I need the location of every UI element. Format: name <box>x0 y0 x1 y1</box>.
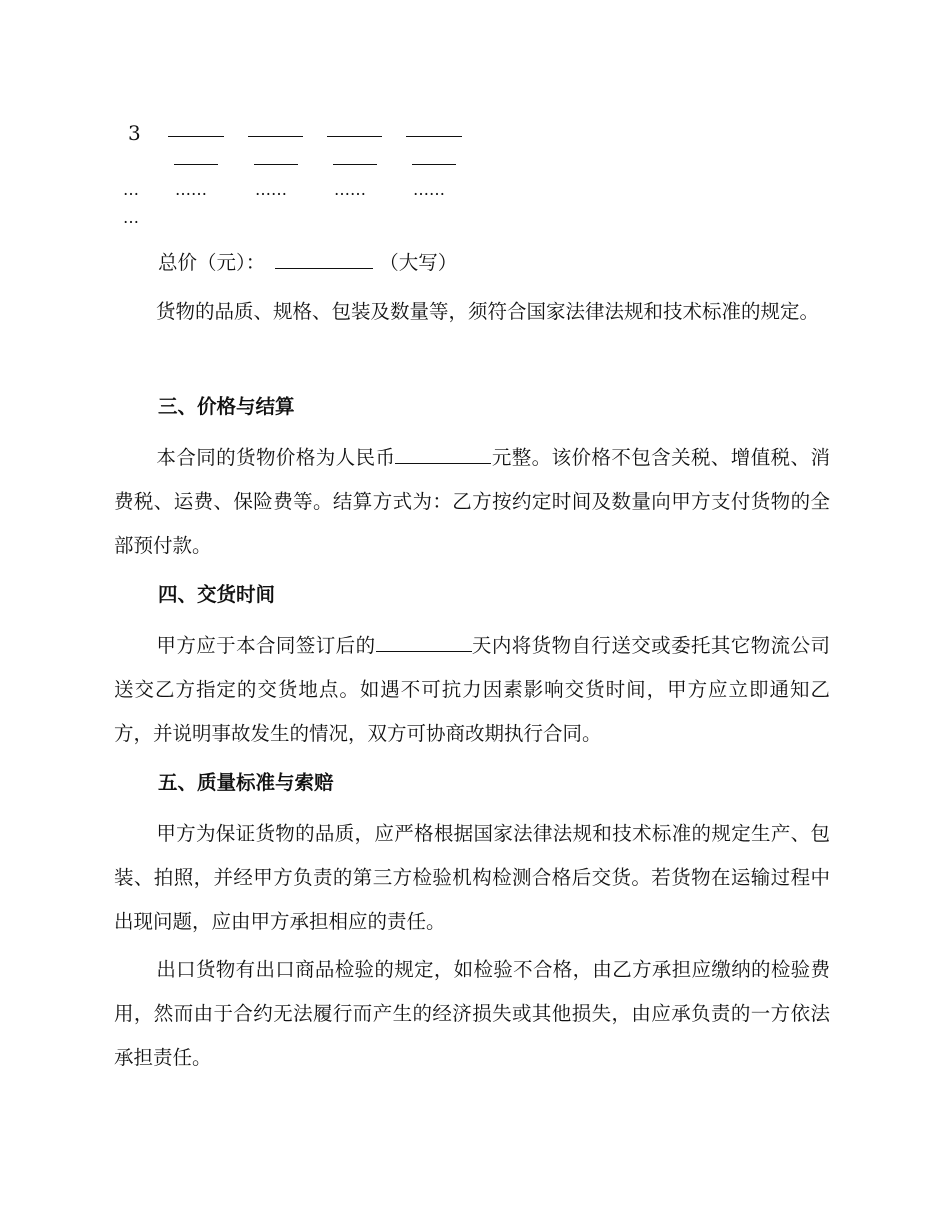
price-text-after: 元整。该价格不包含关税、增值税、消费税、运费、保险费等。结算方式为：乙方按约定时间及数量向甲方支付货物的全部预付款。 <box>114 446 830 557</box>
blank-line <box>333 164 377 165</box>
price-paragraph <box>114 436 830 568</box>
quality-standard-text: 甲方为保证货物的品质，应严格根据国家法律法规和技术标准的规定生产、包装、拍照，并经甲方负责的第三方检验机构检测合格后交货。若货物在运输过程中出现问题，应由甲方承担相应的责任。 <box>114 822 830 933</box>
section-heading-price: 三、价格与结算 <box>158 395 295 418</box>
ellipsis: …… <box>413 180 445 199</box>
blank-line <box>174 164 218 165</box>
delivery-days-blank <box>376 631 472 652</box>
blank-line <box>254 164 298 165</box>
total-price-suffix: （大写） <box>379 251 458 274</box>
blank-line <box>248 136 303 137</box>
price-text-before: 本合同的货物价格为人民币 <box>156 446 396 469</box>
blank-line <box>168 136 224 137</box>
ellipsis: … <box>123 180 139 199</box>
inspection-paragraph <box>114 948 830 1080</box>
ellipsis: …… <box>255 180 287 199</box>
section-heading-delivery: 四、交货时间 <box>158 583 276 606</box>
quality-paragraph <box>114 290 830 334</box>
blank-line <box>412 164 456 165</box>
ellipsis: …… <box>175 180 207 199</box>
ellipsis: …… <box>334 180 366 199</box>
quality-text: 货物的品质、规格、包装及数量等，须符合国家法律法规和技术标准的规定。 <box>156 300 820 323</box>
blank-line <box>406 136 462 137</box>
delivery-text-before: 甲方应于本合同签订后的 <box>156 634 376 657</box>
total-price-label: 总价（元）： <box>158 251 266 274</box>
section-heading-quality: 五、质量标准与索赔 <box>158 771 334 794</box>
delivery-paragraph <box>114 624 830 756</box>
blank-line <box>327 136 382 137</box>
row-number: 3 <box>128 121 141 145</box>
total-price-line <box>158 248 457 275</box>
ellipsis: … <box>123 208 139 227</box>
price-amount-blank <box>395 443 491 464</box>
quality-standard-paragraph <box>114 812 830 944</box>
inspection-text: 出口货物有出口商品检验的规定，如检验不合格，由乙方承担应缴纳的检验费用，然而由于合约无法履行而产生的经济损失或其他损失，由应承负责的一方依法承担责任。 <box>114 958 830 1069</box>
total-price-blank <box>275 248 373 269</box>
delivery-text-after: 天内将货物自行送交或委托其它物流公司送交乙方指定的交货地点。如遇不可抗力因素影响交货时间，甲方应立即通知乙方，并说明事故发生的情况，双方可协商改期执行合同。 <box>114 634 830 745</box>
